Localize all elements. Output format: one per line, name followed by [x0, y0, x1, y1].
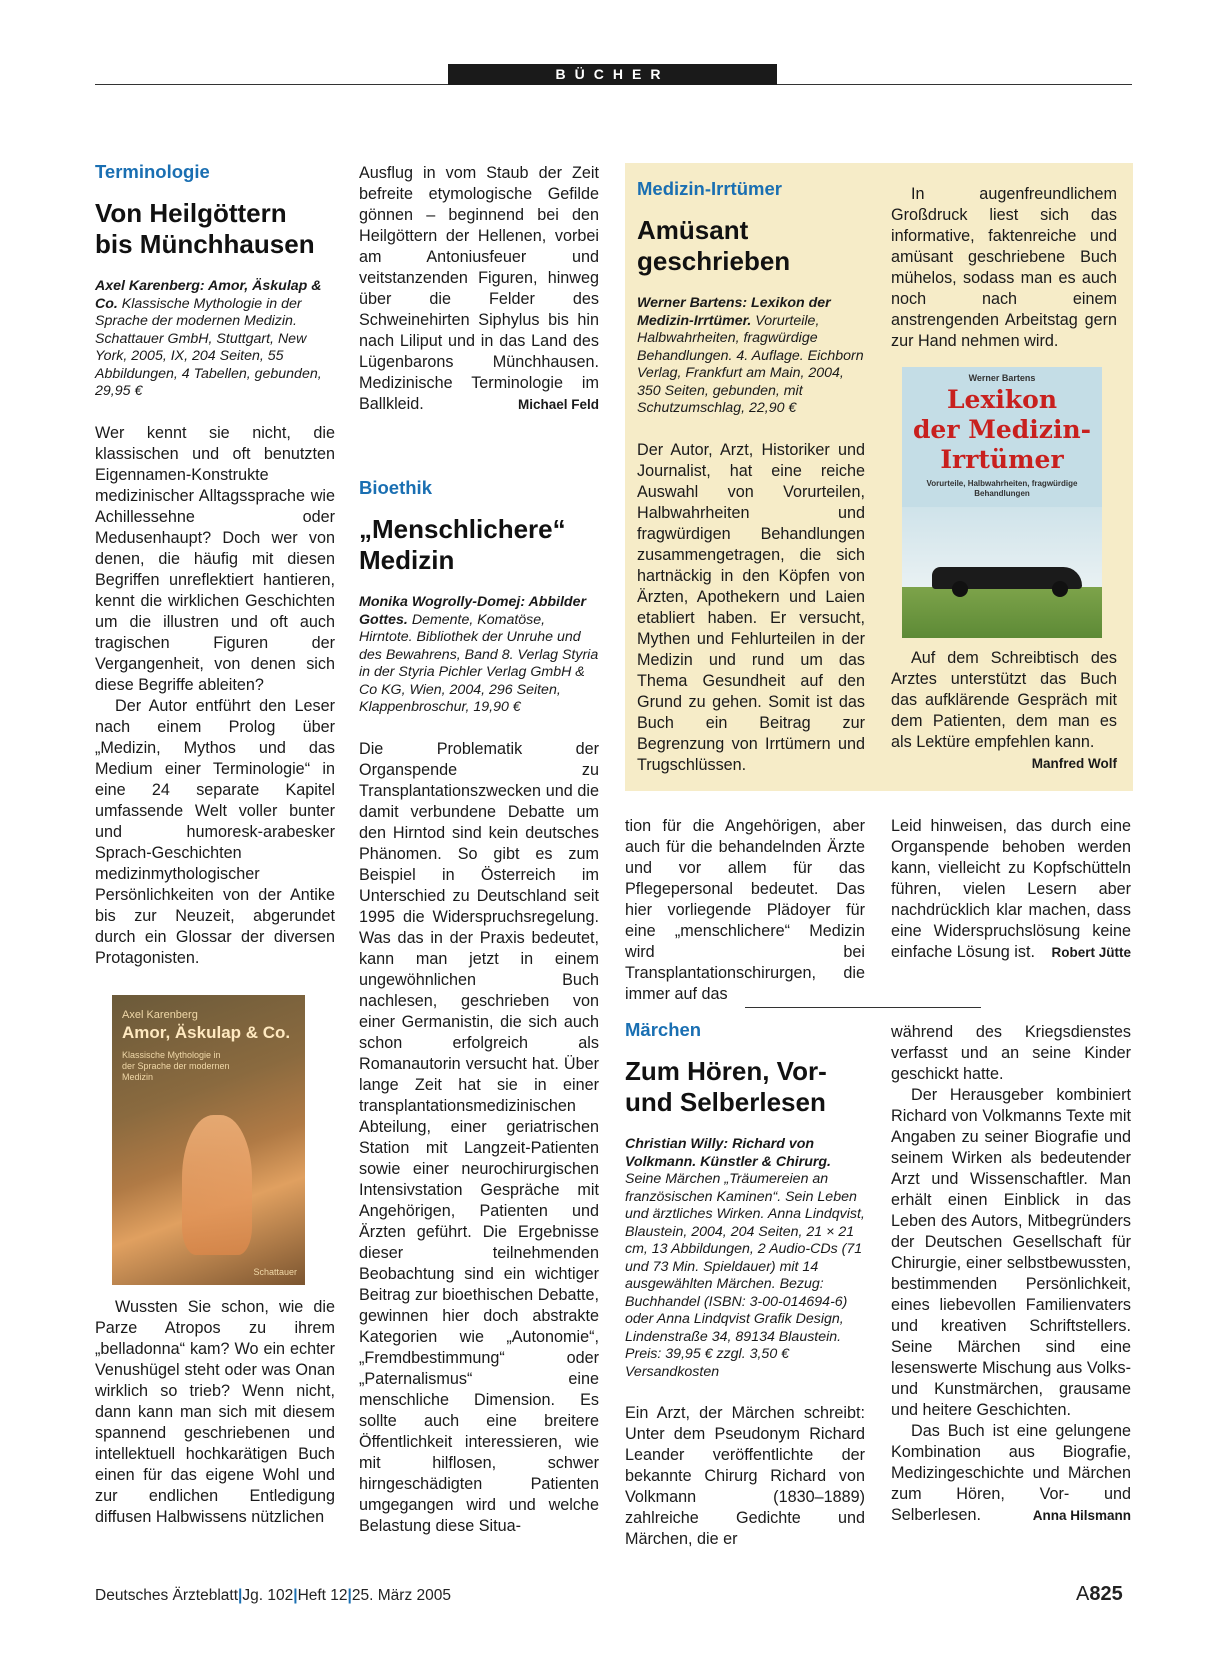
headline-line-1: Von Heilgöttern: [95, 198, 287, 228]
book-author-title: Christian Willy: Richard von Volkmann. Künstler & Chirurg.: [625, 1136, 832, 1170]
separator: |: [347, 1587, 352, 1604]
article-medizin-irrtuemer-column-2: [891, 184, 1117, 352]
article-maerchen-column-2: [891, 1022, 1131, 1526]
paragraph: während des Kriegsdienstes verfasst und an seine Kinder geschickt hatte.: [891, 1023, 1131, 1083]
issue: Heft 12: [297, 1587, 348, 1604]
headline-line-2: bis Münchhausen: [95, 229, 315, 259]
book-author-title: Axel Karenberg: Amor, Äskulap & Co.: [95, 278, 322, 312]
article-terminologie: [95, 160, 335, 969]
book-author-title: Monika Wogrolly-Domej: Abbilder Gottes.: [359, 594, 587, 628]
book-details: Vorurteile, Halbwahrheiten, fragwürdige Behandlungen. 4. Auflage. Eichborn Verlag, Frankfurt am Main, 2004, 350 Seiten, gebunden, mit Schutzumschlag, 22,90 €: [637, 312, 864, 416]
separator: |: [238, 1587, 243, 1604]
headline-line-1: „Menschlichere“: [359, 514, 566, 544]
paragraph: Der Herausgeber kombiniert Richard von Volkmanns Texte mit Angaben zu seiner Biografie und seinem Wirken als bedeutender Arzt und Wissenschaftler. Man erhält einen Einblick in das Leben des Autors, Mitbegründers der Deutschen Gesellschaft für Chirurgie, einer selbstbewussten, bestimmenden Persönlichkeit, eines liebevollen Familienvaters und kreativen Schriftstellers. Seine Märchen sind eine lesenswerte Mischung aus Volks- und Kunstmärchen, grausame und heitere Geschichten.: [891, 1086, 1131, 1419]
article-medizin-irrtuemer: [637, 177, 865, 776]
book-cover-amor-askulap: [112, 995, 305, 1285]
paragraph: Das Buch ist eine gelungene Kombination aus Biografie, Medizingeschichte und Märchen zum Hören, Vor- und Selberlesen. Anna Hilsmann: [891, 1422, 1131, 1524]
cover-title-line-3: Irrtümer: [940, 445, 1064, 474]
headline-line-2: geschrieben: [637, 246, 791, 276]
article-bioethik-continued: [625, 816, 865, 1005]
cover-title: [902, 385, 1102, 475]
article-terminologie-continued: [95, 1297, 335, 1528]
headline: [625, 1056, 865, 1118]
author-signature: Anna Hilsmann: [1032, 1508, 1131, 1523]
cover-title-line-2: der Medizin-: [912, 415, 1092, 444]
book-author-title: Werner Bartens: Lexikon der Medizin-Irrtümer.: [637, 295, 831, 329]
cover-title-line-1: Lexikon: [946, 385, 1058, 414]
page-number: [1076, 1583, 1123, 1606]
section-label: BÜCHER: [448, 64, 777, 85]
page-number-value: 825: [1089, 1583, 1123, 1605]
author-signature: Manfred Wolf: [1031, 756, 1117, 771]
kicker: Terminologie: [95, 161, 210, 182]
article-medizin-irrtuemer-column-3: [891, 648, 1117, 774]
bibliography: [637, 295, 865, 418]
author-signature: Robert Jütte: [1051, 945, 1131, 960]
kicker: Märchen: [625, 1019, 702, 1040]
headline: [359, 514, 599, 576]
wheel-shape: [1052, 581, 1068, 597]
headline-line-2: und Selberlesen: [625, 1087, 826, 1117]
separator: |: [293, 1587, 298, 1604]
book-cover-lexikon: [902, 367, 1102, 638]
paragraph: In augenfreundlichem Großdruck liest sich das informative, faktenreiche und amüsant geschriebene Buch mühelos, sodass man es auch noch nach einem anstrengenden Arbeitstag gern zur Hand nehmen wird.: [891, 185, 1117, 350]
paragraph: Auf dem Schreibtisch des Arztes unterstützt das Buch das aufklärende Gespräch mit dem Patienten, dem man es als Lektüre empfehlen kann. Manfred Wolf: [891, 648, 1117, 753]
wheel-shape: [952, 581, 968, 597]
headline-line-2: Medizin: [359, 545, 455, 575]
kicker: Bioethik: [359, 477, 432, 498]
cover-author: Werner Bartens: [968, 373, 1036, 383]
paragraph: Der Autor entführt den Leser nach einem Prolog über „Medizin, Mythos und das Medium einer Terminologie“ in eine 24 separate Kapitel umfassende Welt voller bunter und humoresk-arabesker Sprach-Geschichten medizinmythologischer Persönlichkeiten von der Antike bis zur Neuzeit, abgerundet durch ein Glossar der diversen Protagonisten.: [95, 696, 335, 967]
volume: Jg. 102: [242, 1587, 294, 1604]
bibliography: [625, 1136, 865, 1381]
author-signature: Michael Feld: [517, 397, 599, 412]
cover-figure-illustration: [182, 1115, 252, 1255]
headline-line-1: Zum Hören, Vor-: [625, 1056, 827, 1086]
paragraph: Wussten Sie schon, wie die Parze Atropos zu ihrem „belladonna“ kam? Wo ein echter Venushügel steht oder was Onan wirklich so trieb? Wenn nicht, dann kann man sich mit diesem spannend geschriebenen und intellektuell hochkarätigen Buch einen für das eigene Wohl und zur endlichen Entledigung diffusen Halbwissens nützlichen: [95, 1298, 335, 1526]
kicker: Medizin-Irrtümer: [637, 178, 782, 199]
article-bioethik-continued-2: [891, 816, 1131, 963]
bibliography: [359, 594, 599, 717]
journal-name: Deutsches Ärzteblatt: [95, 1587, 239, 1604]
cover-subtitle: Klassische Mythologie in der Sprache der modernen Medizin: [122, 1050, 230, 1082]
footer-citation: [95, 1587, 451, 1605]
page-prefix: A: [1076, 1583, 1090, 1605]
paragraph: Leid hinweisen, das durch eine Organspende behoben werden kann, vielleicht zu Kopfschütteln führen, vielen Lesern aber nachdrücklich klar machen, dass eine Widerspruchslösung keine einfache Lösung ist. Robert Jütte: [891, 817, 1131, 961]
bibliography: [95, 278, 335, 401]
book-details: Seine Märchen „Träumereien an französischen Kaminen“. Sein Leben und ärztliches Wirken. Anna Lindqvist, Blaustein, 2004, 204 Seiten, 21 × 21 cm, 13 Abbildungen, 2 Audio-CDs (71 und 73 Min. Spieldauer) mit 14 ausgewählten Märchen. Bezug: Buchhandel (ISBN: 3-00-014694-6) oder Anna Lindqvist Grafik Design, Lindenstraße 34, 89134 Blaustein. Preis: 39,95 € zzgl. 3,50 € Versandkosten: [625, 1171, 865, 1380]
issue-date: 25. März 2005: [351, 1587, 451, 1604]
paragraph: Der Autor, Arzt, Historiker und Journalist, hat eine reiche Auswahl von Vorurteilen, Halbwahrheiten und fragwürdigen Behandlungen zusammengetragen, die sich hartnäckig in den Köpfen von Ärzten, Apothekern und Laien etabliert haben. Er versucht, Mythen und Fehlurteilen in der Medizin und rund um das Thema Gesundheit auf den Grund zu gehen. Somit ist das Buch ein Beitrag zur Begrenzung von Irrtümern und Trugschlüssen.: [637, 440, 865, 774]
cover-author: Axel Karenberg: [122, 1009, 198, 1021]
headline: [637, 215, 865, 277]
headline-line-1: Amüsant: [637, 215, 749, 245]
paragraph: Ein Arzt, der Märchen schreibt: Unter dem Pseudonym Richard Leander veröffentlichte der bekannte Chirurg Richard von Volkmann (1830–1889) zahlreiche Gedichte und Märchen, die er: [625, 1404, 865, 1548]
book-details: Klassische Mythologie in der Sprache der modernen Medizin. Schattauer GmbH, Stuttgart, New York, 2005, IX, 204 Seiten, 55 Abbildungen, 4 Tabellen, gebunden, 29,95 €: [95, 295, 322, 399]
cover-grass: [902, 587, 1102, 638]
cover-publisher: Schattauer: [253, 1267, 297, 1277]
article-bioethik: [359, 476, 599, 1537]
article-separator: [745, 1007, 981, 1008]
cover-title: Amor, Äskulap & Co.: [122, 1023, 291, 1042]
paragraph: Wer kennt sie nicht, die klassischen und oft benutzten Eigennamen-Konstrukte medizinischer Alltagssprache wie Achillessehne oder Medusenhaupt? Doch wer von denen, die häufig mit diesen Begriffen unreflektiert hantieren, kennt die wirklichen Geschichten um die illustren und oft auch tragischen Figuren der Vergangenheit, von denen sich diese Begriffe ableiten?: [95, 423, 335, 694]
paragraph: tion für die Angehörigen, aber auch für die behandelnden Ärzte und vor allem für das Pflegepersonal bedeutet. Das hier vorliegende Plädoyer für eine „menschlichere“ Medizin wird bei Transplantationschirurgen, die immer auf das: [625, 817, 865, 1003]
headline: [95, 198, 335, 260]
paragraph: Die Problematik der Organspende zu Transplantationszwecken und die damit verbundene Debatte um den Hirntod sind kein deutsches Phänomen. So gibt es zum Beispiel in Österreich im Unterschied zu Deutschland seit 1995 die Widerspruchsregelung. Was das in der Praxis bedeutet, kann man jetzt in einem ungewöhnlichen Buch nachlesen, geschrieben von einer Germanistin, die sich auch schon erfolgreich als Romanautorin versucht hat. Über lange Zeit hat sie in einer transplantationsmedizinischen Abteilung, einer geriatrischen Station mit Langzeit-Patienten sowie einer neurochirurgischen Intensivstation Gespräche mit Angehörigen, Patienten und Ärzten geführt. Die Ergebnisse dieser teilnehmenden Beobachtung sind ein wichtiger Beitrag zur bioethischen Debatte, gewinnen hier doch abstrakte Kategorien wie „Autonomie“, „Fremdbestimmung“ oder „Paternalismus“ eine menschliche Dimension. Es sollte auch eine breitere Öffentlichkeit interessieren, wie mit hilflosen, schwer hirngeschädigten Patienten umgegangen wird und welche Belastung diese Situa-: [359, 739, 599, 1535]
paragraph: Ausflug in vom Staub der Zeit befreite etymologische Gefilde gönnen – beginnend bei den Heilgöttern der Hellenen, vorbei am Antoniusfeuer und veitstanzenden Figuren, hinweg über die Felder des Schweinehirten Siphylus bis hin nach Liliput und in das Land des Lügenbarons Münchhausen. Medizinische Terminologie im Ballkleid. Michael Feld: [359, 164, 599, 413]
article-terminologie-column-2: [359, 163, 599, 415]
article-maerchen: [625, 1018, 865, 1550]
cover-subtitle: Vorurteile, Halbwahrheiten, fragwürdige Behandlungen: [926, 479, 1078, 498]
book-details: Demente, Komatöse, Hirntote. Bibliothek der Unruhe und des Bewahrens, Band 8. Verlag Styria in der Styria Pichler Verlag GmbH & Co KG, Wien, 2004, 296 Seiten, Klappenbroschur, 19,90 €: [359, 611, 599, 715]
